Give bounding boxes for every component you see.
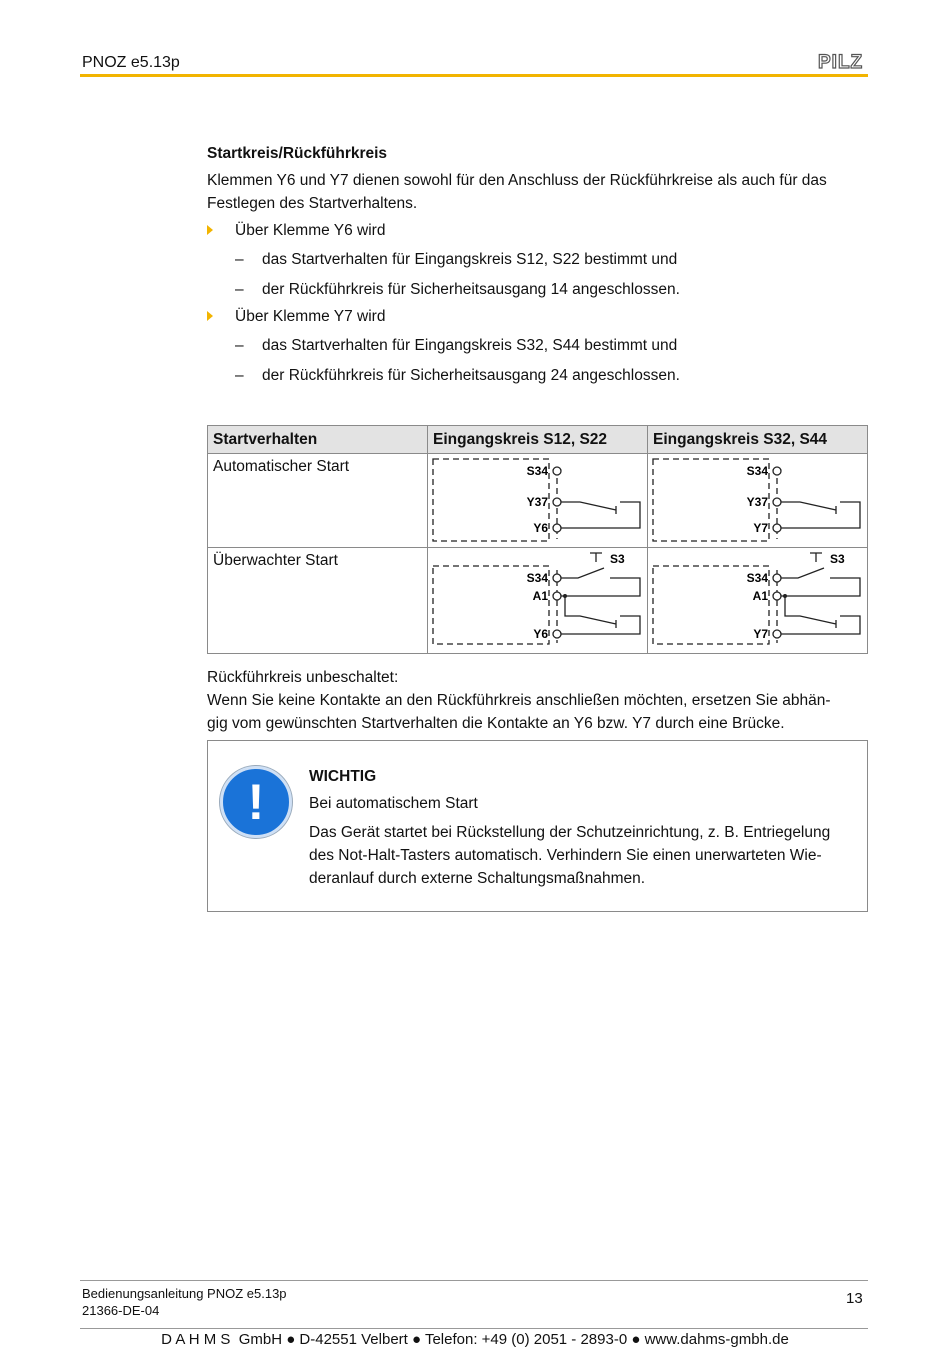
start-behavior-table [207, 425, 868, 654]
terminal [773, 524, 781, 532]
footer-rule [80, 1280, 868, 1281]
sub-item-text: der Rückführkreis für Sicherheitsausgang 24 angeschlossen. [262, 367, 680, 384]
footer-doc-number: 21366-DE-04 [82, 1303, 160, 1318]
bullet-text: Über Klemme Y6 wird [235, 222, 386, 239]
contact-wiring [781, 502, 860, 528]
header-title: PNOZ e5.13p [82, 54, 180, 71]
terminal [553, 574, 561, 582]
intro-line-2: Festlegen des Startverhaltens. [207, 195, 418, 212]
contact-wiring [781, 596, 860, 634]
header-rule [80, 74, 868, 77]
auto-start-diagram [648, 454, 867, 546]
table-header-row [208, 426, 868, 454]
dash-symbol: – [235, 251, 244, 268]
terminal [553, 592, 561, 600]
terminal-label: S34 [746, 464, 768, 478]
table-header-cell: Eingangskreis S32, S44 [648, 426, 868, 454]
dash-symbol: – [235, 281, 244, 298]
row-label: Automatischer Start [208, 454, 428, 548]
dash-symbol: – [235, 367, 244, 384]
bullet-arrow-icon [207, 225, 213, 235]
terminal [553, 524, 561, 532]
intro-line-1: Klemmen Y6 und Y7 dienen sowohl für den Anschluss der Rückführkreise als auch für das [207, 172, 827, 189]
unwired-line-2: gig vom gewünschten Startverhalten die Kontakte an Y6 bzw. Y7 durch eine Brücke. [207, 715, 785, 732]
table-header-cell: Startverhalten [208, 426, 428, 454]
notice-line-1: Das Gerät startet bei Rückstellung der Schutzeinrichtung, z. B. Entriegelung [309, 824, 831, 841]
diagram-cell [648, 454, 868, 548]
terminal [773, 630, 781, 638]
bullet-text: Über Klemme Y7 wird [235, 308, 386, 325]
pushbutton-symbol [590, 553, 602, 562]
company-line: D A H M S GmbH ● D-42551 Velbert ● Telefon: +49 (0) 2051 - 2893-0 ● www.dahms-gmbh.de [161, 1331, 789, 1348]
important-notice [207, 740, 868, 912]
footer-manual-title: Bedienungsanleitung PNOZ e5.13p [82, 1286, 287, 1301]
unwired-feedback-text [207, 666, 867, 735]
switch-wiring [781, 568, 860, 596]
notice-line-3: deranlauf durch externe Schaltungsmaßnahmen. [309, 870, 646, 887]
diagram-cell [428, 548, 648, 654]
terminal [773, 574, 781, 582]
sub-item-text: das Startverhalten für Eingangskreis S32, S44 bestimmt und [262, 337, 678, 354]
notice-body [309, 765, 864, 890]
terminal-label: S34 [526, 571, 548, 585]
terminal-label: Y37 [746, 495, 768, 509]
pilz-logo-text: PILZ [818, 52, 864, 72]
terminal-label: S34 [746, 571, 768, 585]
switch-wiring [561, 568, 640, 596]
table-header-cell: Eingangskreis S12, S22 [428, 426, 648, 454]
notice-subtitle: Bei automatischem Start [309, 795, 478, 812]
contact-wiring [561, 596, 640, 634]
bullet-arrow-icon [207, 311, 213, 321]
unwired-line-1: Wenn Sie keine Kontakte an den Rückführkreis anschließen möchten, ersetzen Sie abhän- [207, 692, 831, 709]
dash-symbol: – [235, 337, 244, 354]
footer-rule [80, 1328, 868, 1329]
terminal-label: Y6 [533, 521, 548, 535]
diagram-cell [428, 454, 648, 548]
auto-start-diagram [428, 454, 647, 546]
switch-label: S3 [830, 552, 845, 566]
monitored-start-diagram [428, 548, 647, 652]
terminal [553, 498, 561, 506]
pushbutton-symbol [810, 553, 822, 562]
terminal-label: A1 [532, 589, 548, 603]
terminal [773, 467, 781, 475]
switch-label: S3 [610, 552, 625, 566]
contact-wiring [561, 502, 640, 528]
table-row [208, 548, 868, 654]
monitored-start-diagram [648, 548, 867, 652]
terminal [553, 467, 561, 475]
terminal [553, 630, 561, 638]
terminal-label: S34 [526, 464, 548, 478]
row-label: Überwachter Start [208, 548, 428, 654]
page-number: 13 [846, 1290, 863, 1307]
terminal-label: Y7 [753, 521, 768, 535]
terminal-label: Y6 [533, 627, 548, 641]
terminal [773, 592, 781, 600]
unwired-label: Rückführkreis unbeschaltet: [207, 669, 399, 686]
table-row [208, 454, 868, 548]
terminal-label: Y37 [526, 495, 548, 509]
section-heading: Startkreis/Rückführkreis [207, 145, 388, 162]
sub-item-text: der Rückführkreis für Sicherheitsausgang 14 angeschlossen. [262, 281, 680, 298]
notice-title: WICHTIG [309, 768, 377, 785]
diagram-cell [648, 548, 868, 654]
pilz-logo [818, 52, 868, 77]
important-icon: ! [220, 766, 292, 838]
terminal-label: Y7 [753, 627, 768, 641]
sub-item-text: das Startverhalten für Eingangskreis S12, S22 bestimmt und [262, 251, 678, 268]
terminal [773, 498, 781, 506]
notice-line-2: des Not-Halt-Tasters automatisch. Verhindern Sie einen unerwarteten Wie- [309, 847, 822, 864]
pilz-logo-graphic [818, 52, 868, 72]
terminal-label: A1 [752, 589, 768, 603]
